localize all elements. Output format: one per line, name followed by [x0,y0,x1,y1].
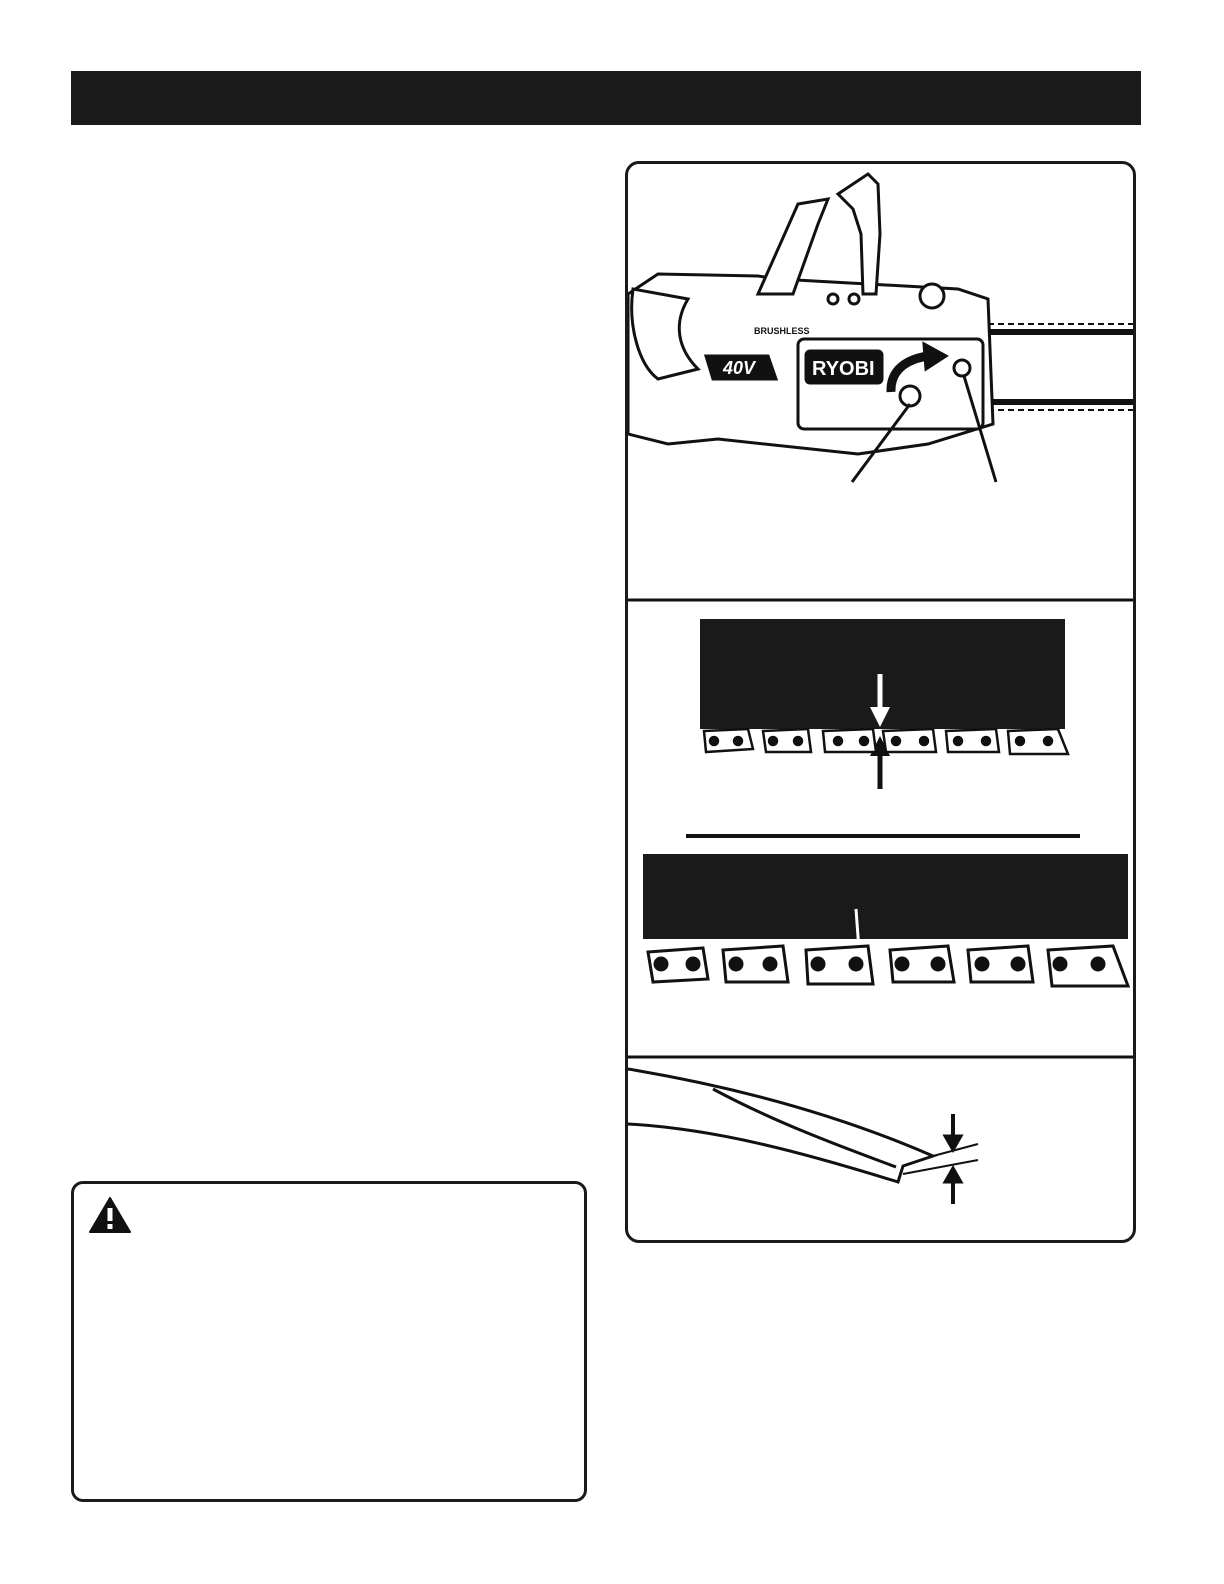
saw-chain-top [978,324,1136,332]
thickness-arrow-up [945,1168,961,1204]
chain-links-row-2 [648,946,1128,986]
bar-nut [954,360,970,376]
ryobi-logo-text: RYOBI [812,358,875,380]
chain-on-bar-diagram [643,854,1128,986]
chainsaw-illustration [628,174,1136,482]
warning-box [71,1181,587,1502]
voltage-badge [706,356,776,379]
figure-panel [625,161,1136,1243]
section-header-bar [71,71,1141,125]
chain-tension-knob [900,386,920,406]
front-hand-guard [838,174,880,294]
bar-edge-diagram [628,1069,978,1204]
front-pivot-screw [920,284,944,308]
brushless-label: BRUSHLESS [754,326,810,336]
warning-triangle-icon [88,1196,132,1239]
ryobi-logo [806,351,882,383]
chain-tension-diagram [700,619,1068,789]
guide-bar-dark-2 [643,854,1128,939]
saw-chain-bottom [978,402,1136,410]
chain-links-row-1 [704,729,1068,754]
voltage-badge-text: 40V [723,358,756,378]
thickness-arrow-down [945,1114,961,1150]
